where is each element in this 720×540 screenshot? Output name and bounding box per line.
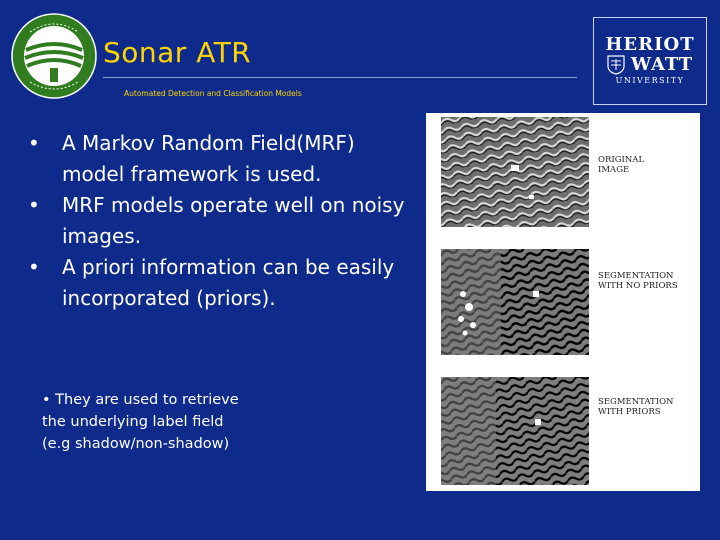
logo-line-heriot: HERIOT	[605, 34, 695, 55]
bullet-dot-icon: •	[28, 255, 40, 279]
bullet-dot-icon: •	[28, 131, 40, 155]
segmentation-with-priors-image	[441, 377, 589, 485]
crest-icon	[607, 55, 625, 75]
osl-logo-icon	[10, 12, 98, 100]
figure-caption: SEGMENTATION WITH PRIORS	[598, 397, 674, 417]
note-text: • They are used to retrieve the underlying label field (e.g shadow/non-shadow)	[42, 392, 239, 452]
title-divider	[103, 77, 577, 78]
bullet-item	[28, 252, 408, 314]
sonar-figure	[426, 113, 700, 491]
bullet-item	[28, 128, 408, 190]
no-priors-panel	[441, 249, 589, 355]
logo-line-university: UNIVERSITY	[615, 76, 685, 85]
bullet-text: MRF models operate well on noisy images.	[62, 193, 405, 248]
figure-caption: SEGMENTATION WITH NO PRIORS	[598, 271, 678, 291]
bullet-text: A Markov Random Field(MRF) model framework is used.	[62, 131, 355, 186]
page-subtitle: Automated Detection and Classification Models	[124, 89, 302, 98]
bullet-item	[28, 190, 408, 252]
bullet-text: A priori information can be easily incorporated (priors).	[62, 255, 395, 310]
with-priors-panel	[441, 377, 589, 485]
original-sonar-image	[441, 117, 589, 227]
heriot-watt-logo	[593, 17, 707, 105]
page-title: Sonar ATR	[103, 36, 252, 69]
segmentation-no-priors-image	[441, 249, 589, 355]
bullet-list	[28, 128, 408, 314]
original-image-panel	[441, 117, 589, 227]
logo-line-watt: WATT	[630, 54, 694, 75]
osl-logo	[10, 12, 98, 100]
bullet-dot-icon: •	[28, 193, 40, 217]
figure-caption: ORIGINAL IMAGE	[598, 155, 645, 175]
